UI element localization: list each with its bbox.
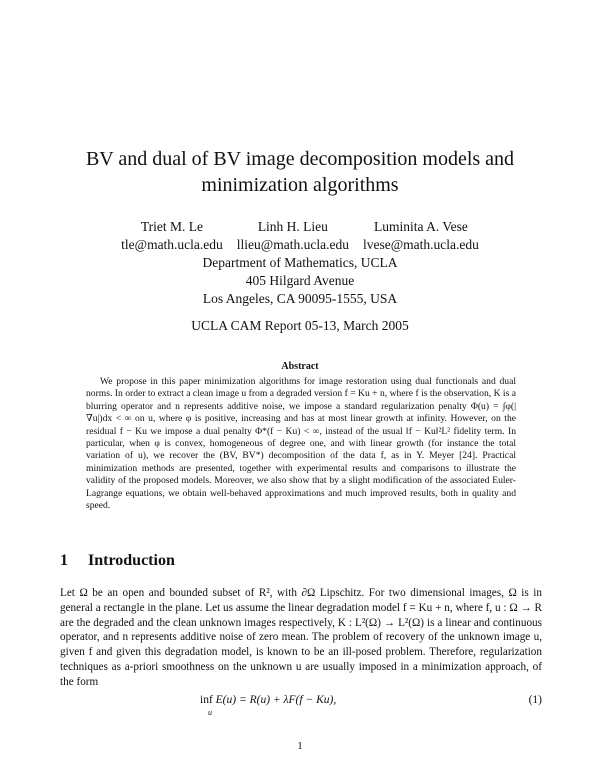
author-name: Triet M. Le bbox=[140, 219, 204, 234]
author-1 bbox=[121, 218, 223, 254]
title-line-1: BV and dual of BV image decomposition models and bbox=[85, 148, 515, 170]
author-email: lvese@math.ucla.edu bbox=[362, 237, 479, 252]
equation-inf: inf u bbox=[200, 694, 213, 717]
page-number: 1 bbox=[297, 740, 303, 752]
city-address: Los Angeles, CA 90095-1555, USA bbox=[202, 291, 398, 306]
author-3 bbox=[363, 218, 479, 254]
intro-paragraph: Let Ω be an open and bounded subset of R², with ∂Ω Lipschitz. For two dimensional images, Ω is in general a rectangle in the plane. Let us assume the linear degradation model f = Ku + n, where f, u : Ω → R are the degraded and the clean unknown images respectively, K : L²(Ω) → L²(Ω) is a linear and continuous operator, and n represents additive noise of zero mean. The problem of recovery of the unknown image u, given f and given this degradation model, is known to be an ill-posed problem. Therefore, regularization techniques as a-priori smoothness on the unknown u are usually imposed in a minimization approach, of the form bbox=[60, 587, 542, 688]
department: Department of Mathematics, UCLA bbox=[202, 255, 398, 270]
abstract-text: We propose in this paper minimization algorithms for image restoration using dual functionals and dual norms. In order to extract a clean image u from a degraded version f = Ku + n, where f is the observation, K is a blurring operator and n represents additive noise, we impose a standard regularization penalty Φ(u) = ∫φ(|∇u|)dx < ∞ on u, where φ is positive, increasing and has at most linear growth at infinity. However, on the residual f − Ku we impose a dual penalty Φ*(f − Ku) < ∞, instead of the usual ‖f − Ku‖²L² fidelity term. In particular, when φ is convex, homogeneous of degree one, and with linear growth (for instance the total variation of u), we recover the (BV, BV*) decomposition of the data f, as in Y. Meyer [24]. Practical minimization methods are presented, together with experimental results and comparisons to illustrate the validity of the proposed models. Moreover, we also show that by a slight modification of the associated Euler-Lagrange equations, we obtain well-behaved approximations and much improved results, both in quality and speed. bbox=[86, 376, 516, 512]
equation-subscript: u bbox=[208, 708, 212, 717]
title-line-2: minimization algorithms bbox=[201, 174, 399, 196]
abstract-heading: Abstract bbox=[281, 361, 319, 372]
author-name: Linh H. Lieu bbox=[257, 219, 328, 234]
author-email: llieu@math.ucla.edu bbox=[236, 237, 349, 252]
author-2 bbox=[237, 218, 349, 254]
equation-expression: E(u) = R(u) + λF(f − Ku), bbox=[215, 694, 337, 706]
section-title: Introduction bbox=[88, 552, 175, 569]
section-number: 1 bbox=[60, 552, 68, 569]
report-line: UCLA CAM Report 05-13, March 2005 bbox=[191, 318, 409, 333]
paper-title bbox=[40, 146, 560, 198]
equation-body bbox=[200, 694, 337, 717]
author-name: Luminita A. Vese bbox=[373, 219, 468, 234]
section-heading bbox=[60, 552, 175, 570]
street-address: 405 Hilgard Avenue bbox=[245, 273, 355, 288]
equation-1 bbox=[60, 694, 542, 720]
affiliation bbox=[100, 254, 500, 308]
author-block bbox=[60, 218, 540, 254]
author-email: tle@math.ucla.edu bbox=[121, 237, 223, 252]
equation-number: (1) bbox=[528, 694, 542, 706]
